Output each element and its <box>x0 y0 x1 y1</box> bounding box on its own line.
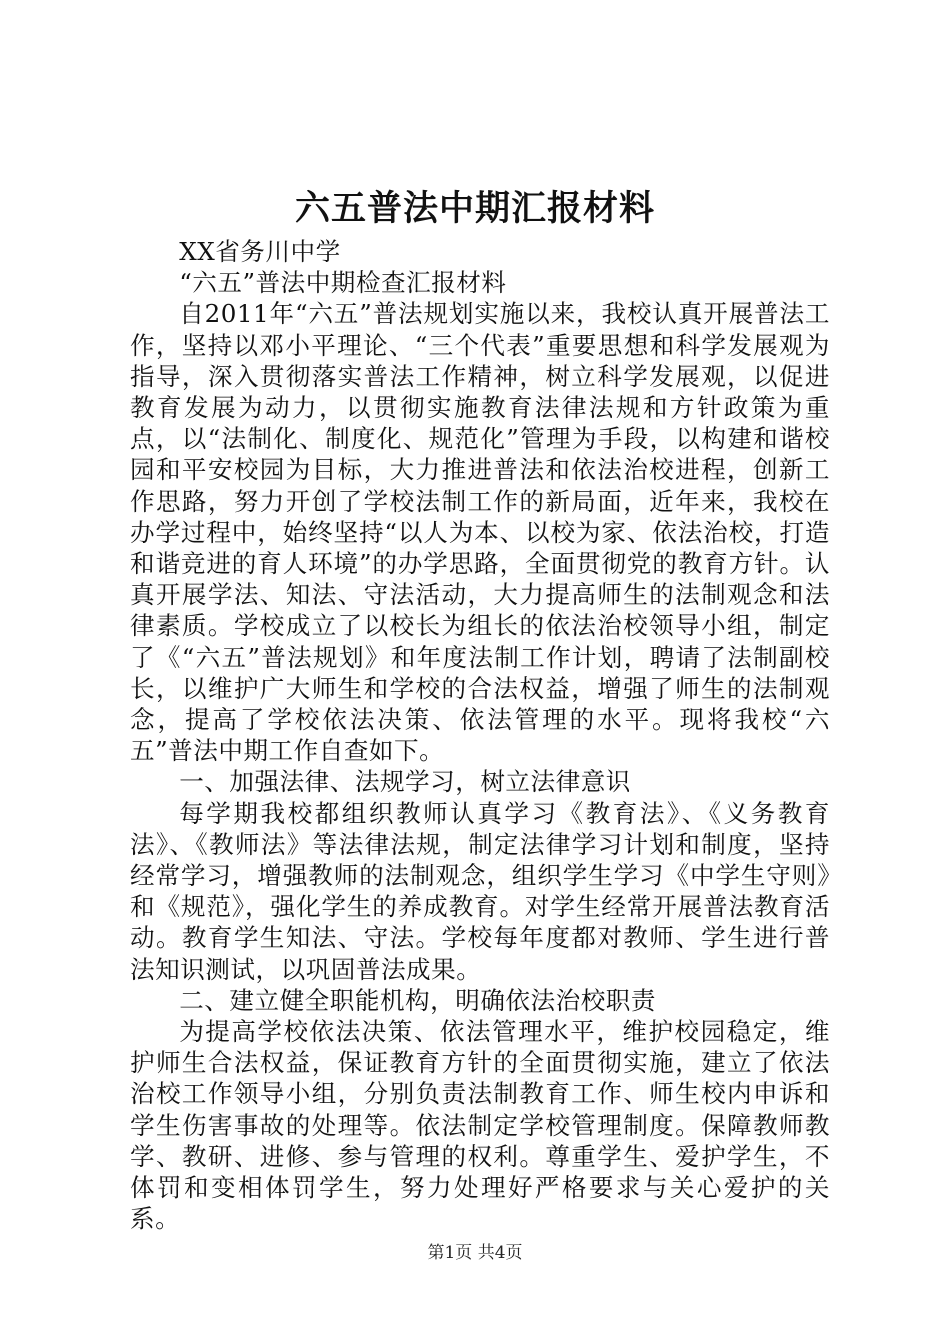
report-subtitle-line: “六五”普法中期检查汇报材料 <box>179 268 507 298</box>
intro-paragraph: 自2011年“六五”普法规划实施以来，我校认真开展普法工作，坚持以邓小平理论、“三个代表”重要思想和科学发展观为指导，深入贯彻落实普法工作精神，树立科学发展观，以促进教育发展为动力，以贯彻实施教育法律法规和方针政策为重点，以“法制化、制度化、规范化”管理为手段，以构建和谐校园和平安校园为目标，大力推进普法和依法治校进程，创新工作思路，努力开创了学校法制工作的新局面，近年来，我校在办学过程中，始终坚持“以人为本、以校为家、依法治校，打造和谐竞进的育人环境”的办学思路，全面贯彻党的教育方针。认真开展学法、知法、守法活动，大力提高师生的法制观念和法律素质。学校成立了以校长为组长的依法治校领导小组，制定了《“六五”普法规划》和年度法制工作计划，聘请了法制副校长，以维护广大师生和学校的合法权益，增强了师生的法制观念，提高了学校依法决策、依法管理的水平。现将我校“六五”普法中期工作自查如下。 <box>130 299 830 766</box>
section-heading-2: 二、建立健全职能机构，明确依法治校职责 <box>179 985 656 1015</box>
document-body <box>130 236 830 1235</box>
page-footer: 第1页 共4页 <box>427 1243 523 1263</box>
section-paragraph-2: 为提高学校依法决策、依法管理水平，维护校园稳定，维护师生合法权益，保证教育方针的全面贯彻实施，建立了依法治校工作领导小组，分别负责法制教育工作、师生校内申诉和学生伤害事故的处理等。依法制定学校管理制度。保障教师教学、教研、进修、参与管理的权利。尊重学生、爱护学生，不体罚和变相体罚学生，努力处理好严格要求与关心爱护的关系。 <box>130 1017 830 1234</box>
document-title: 六五普法中期汇报材料 <box>294 188 655 229</box>
school-name-line: XX省务川中学 <box>179 237 341 266</box>
section-heading-1: 一、加强法律、法规学习，树立法律意识 <box>179 767 631 797</box>
section-paragraph-1: 每学期我校都组织教师认真学习《教育法》、《义务教育法》、《教师法》等法律法规，制定法律学习计划和制度，坚持经常学习，增强教师的法制观念，组织学生学习《中学生守则》和《规范》，强化学生的养成教育。对学生经常开展普法教育活动。教育学生知法、守法。学校每年度都对教师、学生进行普法知识测试，以巩固普法成果。 <box>130 798 830 984</box>
